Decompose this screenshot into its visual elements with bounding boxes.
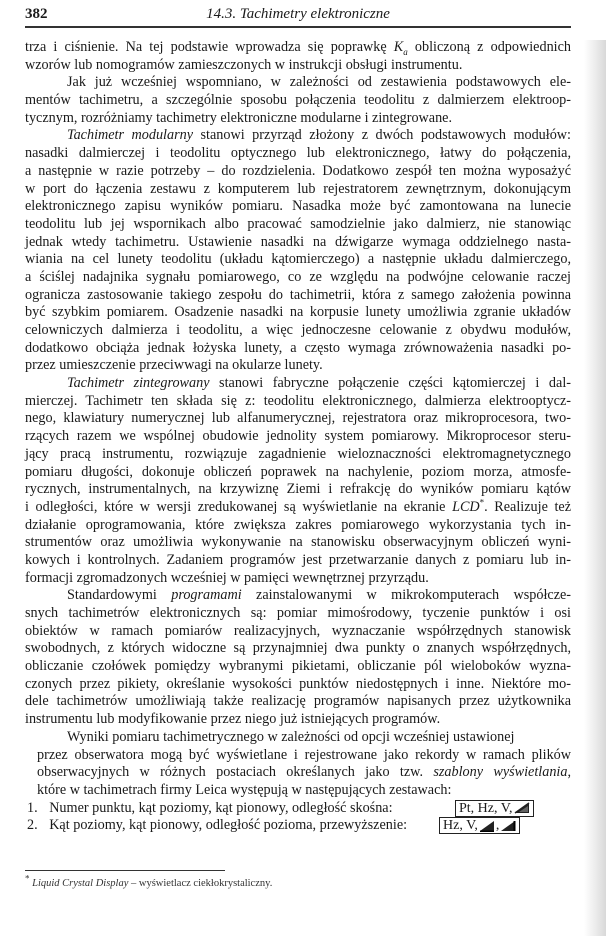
paragraph [25, 74, 571, 127]
text-line: elektronicznego zapisu wyników pomiaru. Nasadka może być zamontowana na lunecie [25, 198, 571, 215]
text-line: ogranicza zastosowanie takiego zespołu do tachimetrii, która z samego założenia powinna [25, 286, 571, 303]
text-line: obiektów w ramach pomiarów realizacyjnych, wyznaczanie współrzędnych stanowisk [25, 622, 571, 639]
text-line: nego, klawiatury numerycznej lub alfanumerycznej, rejestratora oraz mikroprocesora, two- [25, 410, 571, 427]
list-number: 2. [27, 817, 42, 834]
text-line: rycznych, instrumentalnych, na krzywiznę Ziemi i refrakcję do wyników pomiaru kątów [25, 481, 571, 498]
list-item [25, 817, 571, 835]
text-line: w port do łączenia zestawu z komputerem lub rejestratorem zewnętrznym, dokonującym [25, 180, 571, 197]
footnote-text: – wyświetlacz ciekłokrystaliczny. [128, 878, 273, 889]
text-line: dodatkowo obciąża jednak łożyska lunety, a często wymaga zrównoważenia nasadki po- [25, 339, 571, 356]
text-line: pomiaru długości, dokonuje obliczeń poprawek na nachylenie, poziom morza, atmosfe- [25, 463, 571, 480]
paragraph [25, 127, 571, 375]
text-line: formacji zgromadzonych wcześniej w pamięci wewnętrznej przyrządu. [25, 569, 429, 586]
text-line: a ściślej nadajnika sygnału pomiarowego, co ze względu na podwójne celowanie raczej [25, 268, 571, 285]
body-text [25, 39, 571, 835]
paragraph [25, 747, 571, 800]
text-line: czonych przez pikiety, określanie wysokości punktów niedostępnych i inne. Niektóre mo- [25, 675, 571, 692]
italic-term: Tachimetr modularny [67, 127, 193, 144]
text-line: obserwacyjnych w różnych postaciach określanych jako tzw. szablony wyświetlania, [37, 764, 571, 781]
italic-term: K [393, 39, 404, 55]
display-template-text: Pt, Hz, V, [459, 800, 513, 816]
text-line: trza i ciśnienie. Na tej podstawie wprowadza się poprawkę $K_a$ obliczoną z odpowiednich [25, 39, 571, 57]
subscript: a [403, 46, 408, 57]
text-line: przez obserwatora mogą być wyświetlane i rejestrowane jako rekordy w ramach plików [37, 746, 571, 763]
text-line: działanie oprogramowania, które zwiększa zakres pomiarowego wykorzystania tych in- [25, 516, 571, 533]
italic-term: szablony wyświetlania [433, 764, 568, 781]
text-line: teodolitu lub jej wspornikach albo pracować samodzielnie jako dalmierz, nie stanowiąc [25, 215, 571, 232]
italic-term: LCD [452, 498, 480, 515]
slope-distance-icon [514, 802, 530, 814]
text-line: snych tachimetrów elektronicznych są: pomiar mimośrodowy, tyczenie punktów i osi [25, 605, 571, 621]
list-text: Kąt poziomy, kąt pionowy, odległość pozioma, przewyższenie: [49, 817, 408, 834]
text-line: być szybkim pomiarem. Osadzenie nasadki na korpusie lunety umożliwia zgranie układów [25, 304, 571, 321]
paragraph [25, 729, 571, 747]
running-header [25, 6, 571, 26]
separator: , [495, 818, 500, 834]
text-line: nasadki dalmierczej i teodolitu optycznego lub elektronicznego, łatwy do połączenia, [25, 145, 571, 162]
text-line: strumentów oraz umożliwia wykonywanie na stanowisku obserwacyjnym obliczeń wyni- [25, 534, 571, 551]
text-line: rzących razem we wspólnej obudowie jednolity system pomiarowy. Mikroprocesor steru- [25, 428, 571, 445]
text-line: Standardowymi programami zainstalowanymi w mikrokomputerach współcze- [67, 587, 572, 604]
text-line: swobodnych, z których widoczne są przynajmniej dwa punkty o znanych współrzędnych, [25, 640, 571, 657]
text-line: mierczej. Tachimetr ten składa się z: teodolitu elektronicznego, dalmierza elektrooptycz- [25, 392, 571, 409]
horizontal-distance-icon [479, 820, 495, 832]
text-line: Wyniki pomiaru tachimetrycznego w zależności od opcji wcześniej ustawionej [67, 728, 515, 745]
text-line: wzorów lub nomogramów zamieszczonych w instrukcji obsługi instrumentu. [25, 56, 463, 73]
text-line: obliczanie czołówek pomiędzy wybranymi pikietami, obliczanie pól wieloboków wyzna- [25, 658, 571, 675]
text-line: i odległości, które w wersji zredukowanej są wyświetlanie na ekranie LCD*. Realizuje też [25, 497, 571, 515]
paragraph [25, 375, 571, 587]
list-item [25, 800, 571, 818]
text-line: Tachimetr zintegrowany stanowi fabryczne połączenie części kątomierczej i dal- [67, 375, 571, 392]
text-line: tycznym, rozróżniamy tachimetry elektroniczne modularne i zintegrowane. [25, 109, 453, 126]
text-line: przez umieszczenie przeciwwagi na okularze lunety. [25, 357, 323, 374]
text-line: dele tachimetrów umożliwiają także realizację programów napisanych przez użytkownika [25, 693, 571, 710]
list-number: 1. [27, 799, 42, 816]
footnote [25, 873, 273, 889]
list-text: Numer punktu, kąt poziomy, kąt pionowy, odległość skośna: [49, 799, 393, 816]
footnote-marker: * [25, 873, 30, 884]
text-line: Tachimetr modularny stanowi przyrząd złożony z dwóch podstawowych modułów: [67, 127, 571, 144]
display-template-box [455, 800, 534, 817]
footnote-rule [25, 870, 225, 871]
text-line: instrumentu lub modyfikowanie przez niego już istniejących programów. [25, 711, 441, 728]
footnote-term: Liquid Crystal Display [32, 878, 129, 889]
paragraph [25, 587, 571, 729]
text-line: a następnie w razie potrzeby – do rozdzielenia. Dodatkowo zespół ten można wyposażyć [25, 162, 571, 179]
italic-term: Tachimetr zintegrowany [67, 375, 210, 392]
italic-term: programami [171, 587, 242, 604]
text-line: mentów tachimetru, a szczególnie sposobu połączenia teodolitu z dalmierzem elektroop- [25, 92, 571, 109]
text-line: jący pracą instrumentu, rozwiązuje zagadnienie wieloznaczności elektromagnetycznego [25, 445, 571, 462]
height-difference-icon [500, 820, 516, 832]
text-line: które w tachimetrach firmy Leica występują w następujących zestawach: [37, 781, 452, 798]
paragraph [25, 39, 571, 74]
text-line: wiania na cel lunety teodolitu (układu kątomierczego) a następnie układu dalmierczego, [25, 251, 571, 268]
page-edge-shadow [584, 40, 606, 936]
text-line: celowniczych dalmierza i teodolitu, a więc jednoczesne celowanie z obydwu modułów, [25, 322, 571, 338]
footnote-ref: * [479, 497, 485, 508]
text-line: Jak już wcześniej wspomniano, w zależności od zestawienia podstawowych ele- [67, 74, 571, 91]
running-title: 14.3. Tachimetry elektroniczne [206, 6, 390, 22]
text-line: kowych i kontrolnych. Zadaniem programów jest przetwarzanie danych z pomiaru lub in- [25, 551, 571, 568]
page-number: 382 [25, 6, 48, 22]
text-line: jednak wtedy tachimetru. Ustawienie nasadki na dźwigarze wymaga oddzielnego nasta- [25, 233, 571, 250]
display-template-text: Hz, V, [443, 818, 478, 834]
header-rule [25, 26, 571, 28]
display-template-box [439, 817, 520, 834]
